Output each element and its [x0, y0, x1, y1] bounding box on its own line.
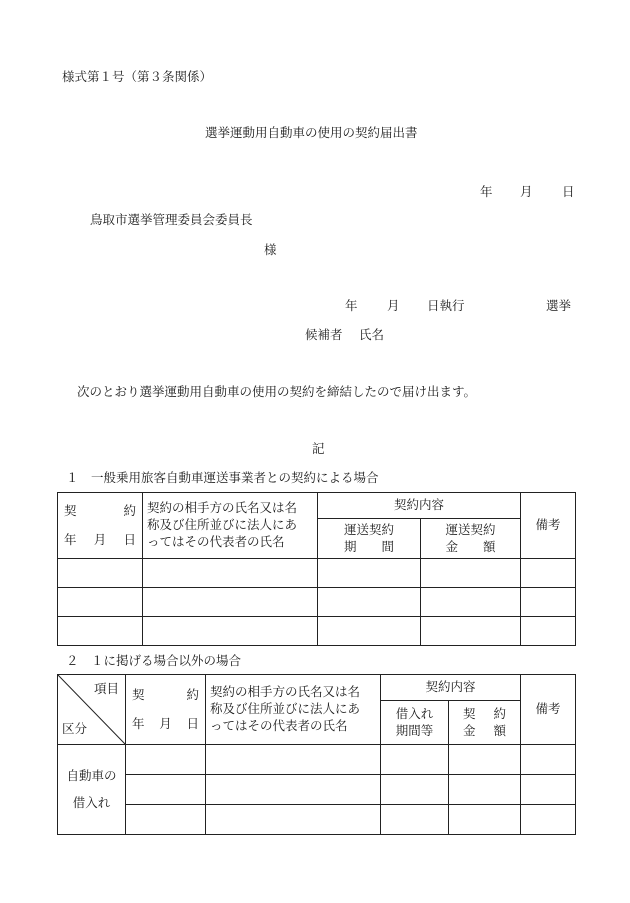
table-cell[interactable]: [126, 775, 206, 805]
table-cell[interactable]: [206, 745, 381, 775]
diag-item-label: 項目: [93, 681, 119, 696]
form-number: 様式第１号（第３条関係）: [62, 69, 213, 84]
table-cell[interactable]: [143, 617, 318, 646]
election-day-exec-label: 日執行: [427, 298, 465, 313]
s1-contents-header: 契約内容: [318, 493, 521, 519]
date-year-label: 年: [480, 184, 493, 199]
table-cell[interactable]: [521, 588, 576, 617]
table-row: [58, 588, 576, 617]
diag-category-label: 区分: [62, 721, 88, 737]
table-cell[interactable]: [521, 805, 576, 835]
s1-remarks-header: 備考: [521, 493, 576, 559]
table-cell[interactable]: [318, 588, 421, 617]
section1-heading: １ 一般乗用旅客自動車運送事業者との契約による場合: [66, 470, 379, 485]
table-row: [58, 805, 576, 835]
table-cell[interactable]: [143, 559, 318, 588]
s1-party-header: 契約の相手方の氏名又は名 称及び住所並びに法人にあ ってはその代表者の氏名: [143, 493, 318, 559]
table-cell[interactable]: [318, 559, 421, 588]
table-cell[interactable]: [449, 805, 521, 835]
date-month-label: 月: [520, 184, 533, 199]
table-cell[interactable]: [58, 588, 143, 617]
s2-remarks-header: 備考: [521, 675, 576, 745]
addressee-name: 鳥取市選挙管理委員会委員長: [90, 212, 253, 227]
election-year-label: 年: [345, 298, 358, 313]
table-cell[interactable]: [449, 775, 521, 805]
table-cell[interactable]: [58, 617, 143, 646]
section2-table: [57, 674, 576, 835]
table-cell[interactable]: [421, 559, 521, 588]
s2-party-header: 契約の相手方の氏名又は名 称及び住所並びに法人にあ ってはその代表者の氏名: [206, 675, 381, 745]
s1-amount-header: 運送契約 金 額: [421, 519, 521, 559]
table-cell[interactable]: [206, 805, 381, 835]
election-month-label: 月: [387, 298, 400, 313]
ki-label: 記: [312, 441, 325, 456]
section1-table: [57, 492, 576, 646]
table-cell[interactable]: [381, 805, 449, 835]
s2-row-label: 自動車の 借入れ: [58, 745, 126, 835]
table-cell[interactable]: [206, 775, 381, 805]
table-cell[interactable]: [126, 805, 206, 835]
table-cell[interactable]: [381, 745, 449, 775]
table-cell[interactable]: [421, 588, 521, 617]
s2-amount-header: 契 約 金 額: [449, 701, 521, 745]
s2-contract-date-header: 契 約 年 月 日: [126, 675, 206, 745]
table-cell[interactable]: [449, 745, 521, 775]
table-cell[interactable]: [521, 617, 576, 646]
section2-heading: ２ １に掲げる場合以外の場合: [66, 653, 242, 668]
date-day-label: 日: [562, 184, 575, 199]
table-cell[interactable]: [318, 617, 421, 646]
table-cell[interactable]: [421, 617, 521, 646]
table-row: [58, 775, 576, 805]
table-cell[interactable]: [521, 559, 576, 588]
candidate-label: 候補者: [305, 327, 343, 342]
table-row: [58, 559, 576, 588]
table-cell[interactable]: [58, 559, 143, 588]
table-cell[interactable]: [381, 775, 449, 805]
table-cell[interactable]: [521, 745, 576, 775]
candidate-name-label: 氏名: [359, 327, 385, 342]
table-row: [58, 617, 576, 646]
s1-period-header: 運送契約 期 間: [318, 519, 421, 559]
table-cell[interactable]: [521, 775, 576, 805]
election-label: 選挙: [546, 298, 572, 313]
addressee-honorific: 様: [264, 242, 277, 257]
body-text: 次のとおり選挙運動用自動車の使用の契約を締結したので届け出ます。: [77, 384, 477, 399]
s2-period-header: 借入れ 期間等: [381, 701, 449, 745]
s2-contents-header: 契約内容: [381, 675, 521, 701]
s2-diagonal-header: [58, 675, 126, 745]
document-title: 選挙運動用自動車の使用の契約届出書: [205, 125, 418, 140]
s1-contract-date-header: 契 約 年 月 日: [58, 493, 143, 559]
table-cell[interactable]: [126, 745, 206, 775]
table-cell[interactable]: [143, 588, 318, 617]
table-row: [58, 745, 576, 775]
